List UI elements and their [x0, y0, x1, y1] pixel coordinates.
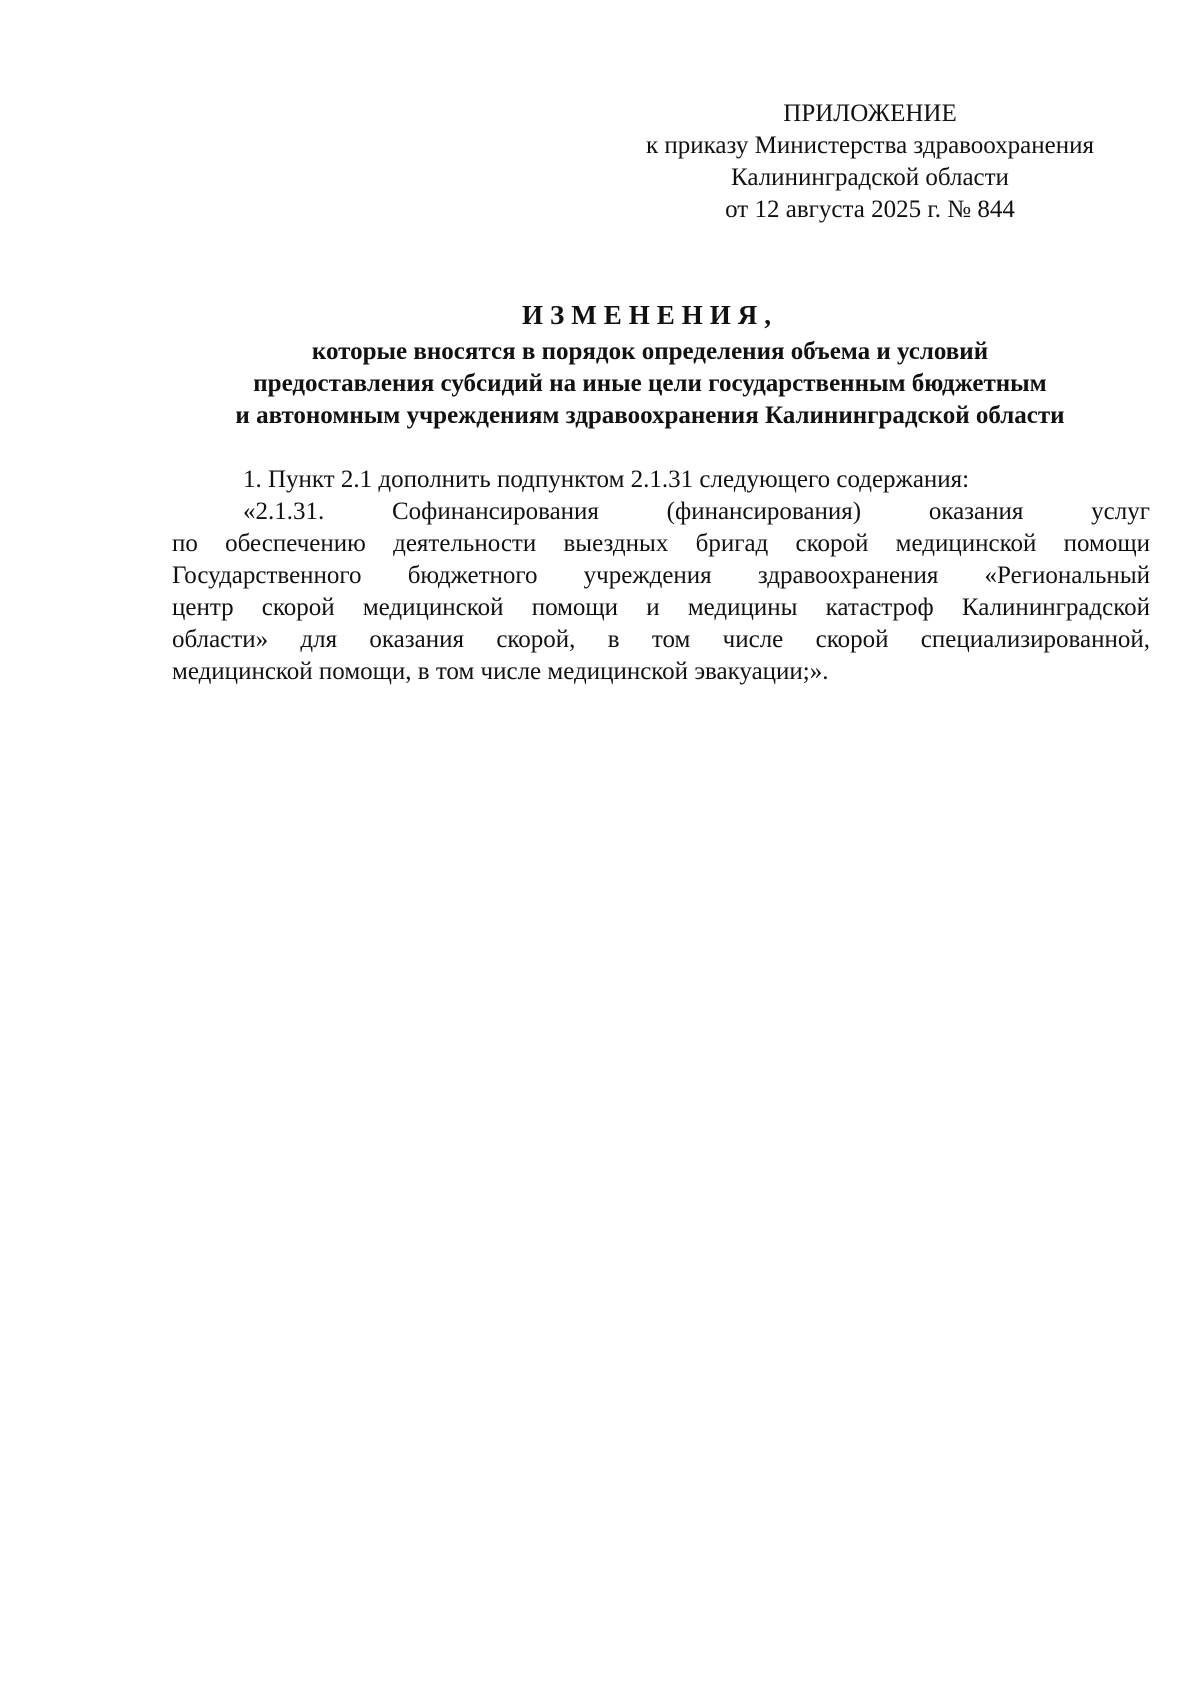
- document-subtitle: [150, 336, 1150, 432]
- point-1-intro: 1. Пункт 2.1 дополнить подпунктом 2.1.31 следующего содержания:: [243, 466, 970, 493]
- quote-line: центр скорой медицинской помощи и медицины катастроф Калининградской: [172, 594, 1150, 621]
- appendix-header: [590, 98, 1150, 226]
- quote-line: области» для оказания скорой, в том числе скорой специализированной,: [172, 626, 1150, 653]
- document-body: [172, 464, 1150, 688]
- appendix-region: Калининградской области: [731, 164, 1009, 191]
- appendix-label: ПРИЛОЖЕНИЕ: [783, 100, 957, 127]
- subtitle-line: которые вносятся в порядок определения объема и условий: [311, 338, 989, 365]
- appendix-order-ref: к приказу Министерства здравоохранения: [645, 132, 1095, 159]
- subtitle-line: и автономным учреждениям здравоохранения Калининградской области: [235, 402, 1065, 429]
- document-title: ИЗМЕНЕНИЯ,: [521, 300, 778, 330]
- quote-line: «2.1.31. Софинансирования (финансирования) оказания услуг: [243, 498, 1150, 525]
- document-title-block: [150, 298, 1150, 432]
- quote-line: медицинской помощи, в том числе медицинской эвакуации;».: [172, 658, 829, 685]
- subtitle-line: предоставления субсидий на иные цели государственным бюджетным: [253, 370, 1047, 397]
- appendix-date-number: от 12 августа 2025 г. № 844: [725, 196, 1015, 223]
- quote-line: по обеспечению деятельности выездных бригад скорой медицинской помощи: [172, 530, 1150, 557]
- quote-line: Государственного бюджетного учреждения здравоохранения «Региональный: [172, 562, 1150, 589]
- quoted-subpoint: [172, 496, 1150, 688]
